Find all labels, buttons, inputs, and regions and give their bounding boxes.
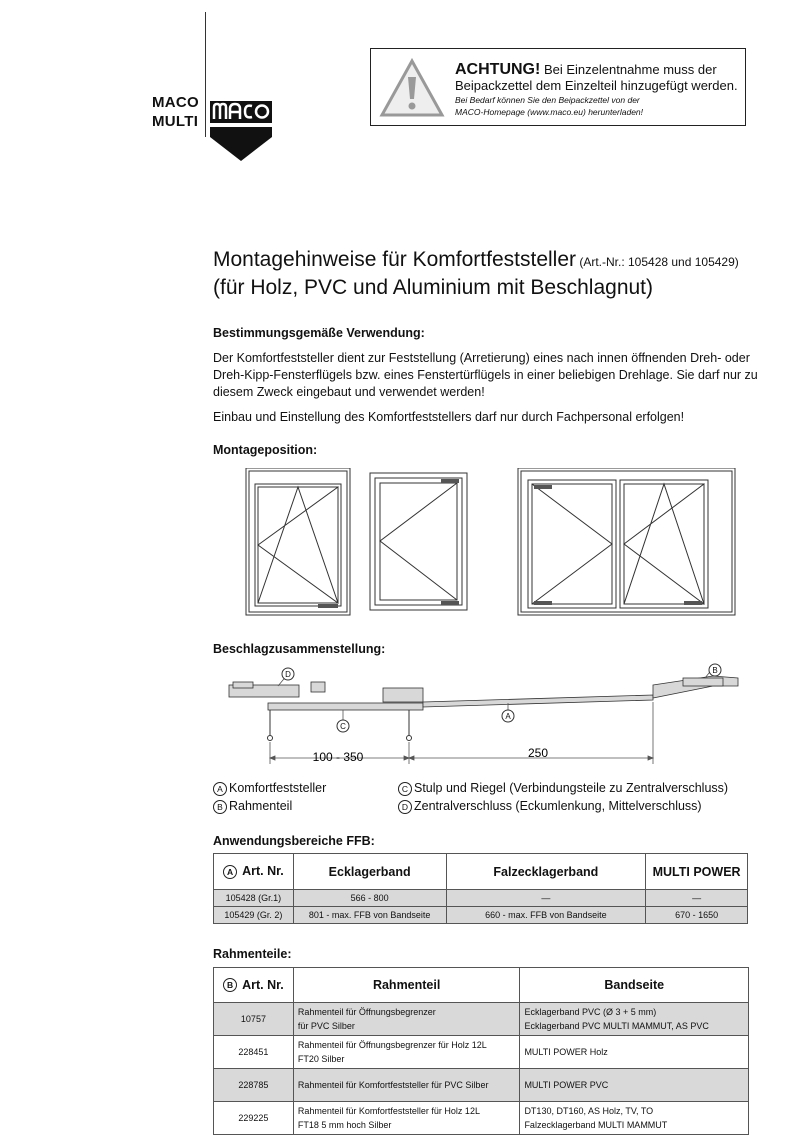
legend-item: B Rahmenteil xyxy=(213,797,326,815)
warning-triangle-icon xyxy=(379,57,445,119)
usage-heading: Bestimmungsgemäße Verwendung: xyxy=(213,326,425,340)
frame-parts-table xyxy=(213,967,749,1135)
ffb-table xyxy=(213,853,748,924)
warning-line-2: Beipackzettel dem Einzelteil hinzugefügt werden. xyxy=(455,78,738,93)
header-divider xyxy=(205,12,206,137)
legend-item: D Zentralverschluss (Eckumlenkung, Mittelverschluss) xyxy=(398,797,728,815)
page-title xyxy=(213,247,793,301)
table-header-row xyxy=(214,968,749,1003)
warning-note-2: MACO-Homepage (www.maco.eu) herunterladen! xyxy=(455,107,644,117)
dimension-100-350: 100 - 350 xyxy=(312,750,364,764)
table-row: 10757 Rahmenteil für Öffnungsbegrenzer für PVC Silber Ecklagerband PVC (Ø 3 + 5 mm) Ecklagerband PVC MULTI MAMMUT, AS PVC xyxy=(214,1003,749,1036)
warning-text xyxy=(455,62,745,118)
brand-name xyxy=(152,93,199,131)
frame-heading: Rahmenteile: xyxy=(213,947,292,961)
assembly-label-b: B xyxy=(712,666,718,675)
assembly-label-a: A xyxy=(505,712,511,721)
col-header-ecklagerband: Ecklagerband xyxy=(293,854,446,890)
table-header-row xyxy=(214,854,748,890)
assembly-label-c: C xyxy=(340,722,346,731)
assembly-heading: Beschlagzusammenstellung: xyxy=(213,642,386,656)
brand-line-1: MACO xyxy=(152,94,200,111)
title-main: Montagehinweise für Komfortfeststeller xyxy=(213,248,576,271)
col-header-rahmenteil: Rahmenteil xyxy=(293,968,520,1003)
title-subtitle: (für Holz, PVC und Aluminium mit Beschlagnut) xyxy=(213,276,654,299)
brand-line-2: MULTI xyxy=(152,113,199,130)
table-row: 229225 Rahmenteil für Komfortfeststeller für Holz 12L FT18 5 mm hoch Silber DT130, DT160, AS Holz, TV, TO Falzecklagerband MULTI MAMMUT xyxy=(214,1102,749,1135)
col-header-bandseite: Bandseite xyxy=(520,968,749,1003)
title-article-numbers: (Art.-Nr.: 105428 und 105429) xyxy=(576,255,739,269)
warning-line-1: Bei Einzelentnahme muss der xyxy=(543,62,717,77)
table-row: 228785 Rahmenteil für Komfortfeststeller für PVC Silber MULTI POWER PVC xyxy=(214,1069,749,1102)
ffb-heading: Anwendungsbereiche FFB: xyxy=(213,834,375,848)
table-row: 105429 (Gr. 2) 801 - max. FFB von Bandseite 660 - max. FFB von Bandseite 670 - 1650 xyxy=(214,907,748,924)
table-row: 105428 (Gr.1) 566 - 800 — — xyxy=(214,890,748,907)
warning-note-1: Bei Bedarf können Sie den Beipackzettel von der xyxy=(455,95,640,105)
assembly-label-d: D xyxy=(285,670,291,679)
hardware-assembly-diagram xyxy=(213,660,758,770)
maco-logo-icon xyxy=(210,93,272,163)
usage-note: Einbau und Einstellung des Komfortfeststellers darf nur durch Fachpersonal erfolgen! xyxy=(213,410,685,424)
warning-title: ACHTUNG! xyxy=(455,61,541,78)
dimension-250: 250 xyxy=(527,746,549,760)
montage-heading: Montageposition: xyxy=(213,443,318,457)
legend-item: A Komfortfeststeller xyxy=(213,779,326,797)
legend-left xyxy=(213,779,326,815)
col-header-art-nr: B Art. Nr. xyxy=(214,968,294,1003)
legend-item: C Stulp und Riegel (Verbindungsteile zu Zentralverschluss) xyxy=(398,779,728,797)
legend-right xyxy=(398,779,728,815)
col-header-art-nr: A Art. Nr. xyxy=(214,854,294,890)
col-header-multi-power: MULTI POWER xyxy=(646,854,748,890)
mounting-position-diagram xyxy=(213,468,753,618)
col-header-falzecklagerband: Falzecklagerband xyxy=(446,854,646,890)
warning-box xyxy=(370,48,746,126)
table-row: 228451 Rahmenteil für Öffnungsbegrenzer für Holz 12L FT20 Silber MULTI POWER Holz xyxy=(214,1036,749,1069)
usage-paragraph: Der Komfortfeststeller dient zur Feststellung (Arretierung) eines nach innen öffnenden Dreh- oder Dreh-Kipp-Fensterflügels bzw. eines Fenstertürflügels in einer beliebigen Drehlage. Sie darf nur zu diesem Zweck eingebaut und verwendet werden! xyxy=(213,351,758,399)
